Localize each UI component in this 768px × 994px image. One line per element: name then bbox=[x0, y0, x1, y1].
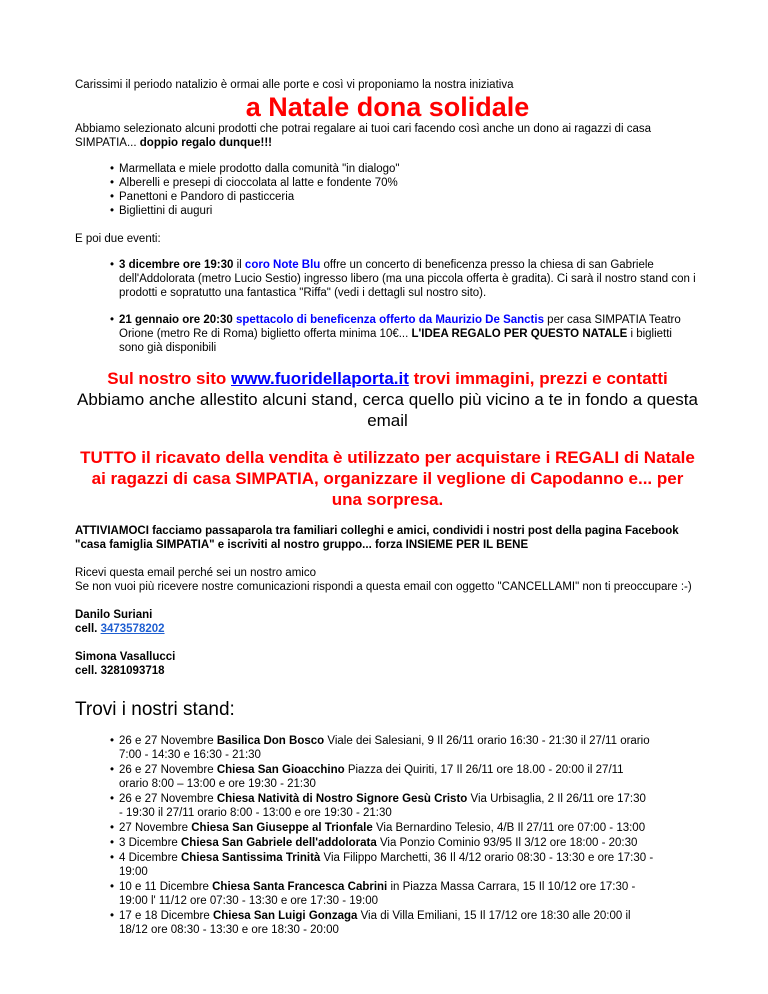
list-item: • Bigliettini di auguri bbox=[119, 204, 700, 218]
stand-place: Chiesa San Luigi Gonzaga bbox=[212, 910, 358, 922]
stand-item: • 4 Dicembre Chiesa Santissima Trinità Via Filippo Marchetti, 36 Il 4/12 orario 08:30 - 13:30 e ore 17:30 - 19:00 bbox=[119, 851, 700, 879]
notice-line1: Ricevi questa email perché sei un nostro amico bbox=[75, 567, 316, 579]
contact-name: Simona Vasallucci bbox=[75, 651, 176, 663]
site-line2: Abbiamo anche allestito alcuni stand, cerca quello più vicino a te in fondo a questa email bbox=[77, 390, 698, 430]
stand-item: • 10 e 11 Dicembre Chiesa Santa Francesca Cabrini in Piazza Massa Carrara, 15 Il 10/12 ore 17:30 - 19:00 l' 11/12 ore 07:30 - 13:30 e ore 17:30 - 19:00 bbox=[119, 880, 700, 908]
stands-title: Trovi i nostri stand: bbox=[75, 699, 235, 720]
attiviamoci-text: ATTIVIAMOCI facciamo passaparola tra familiari colleghi e amici, condividi i nostri post della pagina Facebook "casa famiglia SIMPATIA" e iscriviti al nostro gruppo... forza INSIEME PER IL BENE bbox=[75, 525, 679, 551]
list-item: • Panettoni e Pandoro di pasticceria bbox=[119, 190, 700, 204]
list-item: • Alberelli e presepi di cioccolata al latte e fondente 70% bbox=[119, 176, 700, 190]
stand-item: • 27 Novembre Chiesa San Giuseppe al Trionfale Via Bernardino Telesio, 4/B Il 27/11 ore 07:00 - 13:00 bbox=[119, 821, 700, 835]
stand-item: • 26 e 27 Novembre Chiesa Natività di Nostro Signore Gesù Cristo Via Urbisaglia, 2 Il 26/11 ore 17:30 - 19:30 il 27/11 orario 8:00 - 13:00 e ore 19:30 - 21:30 bbox=[119, 792, 700, 820]
contact-name: Danilo Suriani bbox=[75, 609, 153, 621]
stand-place: Chiesa San Giuseppe al Trionfale bbox=[191, 822, 373, 834]
event-date: 3 dicembre ore 19:30 bbox=[119, 259, 234, 271]
stand-item: • 26 e 27 Novembre Basilica Don Bosco Viale dei Salesiani, 9 Il 26/11 orario 16:30 - 21:30 il 27/11 orario 7:00 - 14:30 e 16:30 - 21:30 bbox=[119, 734, 700, 762]
notice-line2: Se non vuoi più ricevere nostre comunicazioni rispondi a questa email con oggetto "CANCELLAMI" non ti preoccupare :-) bbox=[75, 581, 692, 593]
stand-item: • 26 e 27 Novembre Chiesa San Gioacchino Piazza dei Quiriti, 17 Il 26/11 ore 18.00 - 20:00 il 27/11 orario 8:00 – 13:00 e ore 19:30 - 21:30 bbox=[119, 763, 700, 791]
stand-place: Chiesa Natività di Nostro Signore Gesù Cristo bbox=[216, 793, 468, 805]
site-block: Sul nostro sito www.fuoridellaporta.it trovi immagini, prezzi e contatti Abbiamo anche allestito alcuni stand, cerca quello più vicino a te in fondo a questa email bbox=[77, 369, 698, 430]
selection-paragraph bbox=[75, 122, 700, 150]
stand-item: • 17 e 18 Dicembre Chiesa San Luigi Gonzaga Via di Villa Emiliani, 15 Il 17/12 ore 18:30 alle 20:00 il 18/12 ore 08:30 - 13:30 e ore 18:30 - 20:00 bbox=[119, 909, 700, 937]
contact-cell: cell. 3473578202 bbox=[75, 623, 165, 635]
stands-list bbox=[75, 734, 700, 937]
selection-bold: doppio regalo dunque!!! bbox=[139, 137, 272, 149]
events-intro: E poi due eventi: bbox=[75, 233, 161, 245]
page-title: a Natale dona solidale bbox=[245, 92, 530, 122]
site-link[interactable]: www.fuoridellaporta.it bbox=[231, 369, 409, 388]
stand-item: • 3 Dicembre Chiesa San Gabriele dell'addolorata Via Ponzio Cominio 93/95 Il 3/12 ore 18:00 - 20:30 bbox=[119, 836, 700, 850]
intro-text: Carissimi il periodo natalizio è ormai alle porte e così vi proponiamo la nostra iniziativa bbox=[75, 79, 514, 91]
event-text: per casa SIMPATIA Teatro Orione (metro Re di Roma) biglietto offerta minima 10€... bbox=[119, 314, 681, 340]
event-highlight: coro Note Blu bbox=[244, 259, 321, 271]
phone-link[interactable]: 3473578202 bbox=[100, 623, 165, 635]
event-item: • 21 gennaio ore 20:30 spettacolo di beneficenza offerto da Maurizio De Sanctis per casa SIMPATIA Teatro Orione (metro Re di Roma) biglietto offerta minima 10€... L'IDEA REGALO PER QUESTO NATALE i biglietti sono già disponibili bbox=[119, 313, 700, 355]
event-bold: L'IDEA REGALO PER QUESTO NATALE bbox=[411, 328, 628, 340]
selection-text: Abbiamo selezionato alcuni prodotti che potrai regalare ai tuoi cari facendo così anche un dono ai ragazzi di casa SIMPATIA... bbox=[75, 123, 651, 149]
stand-place: Chiesa Santa Francesca Cabrini bbox=[212, 881, 388, 893]
ricavato-text: TUTTO il ricavato della vendita è utilizzato per acquistare i REGALI di Natale ai ragazzi di casa SIMPATIA, organizzare il veglione di Capodanno e... per una sorpresa. bbox=[80, 448, 695, 509]
stand-place: Chiesa San Gioacchino bbox=[216, 764, 345, 776]
email-body bbox=[75, 78, 700, 938]
list-item: • Marmellata e miele prodotto dalla comunità "in dialogo" bbox=[119, 162, 700, 176]
stand-place: Chiesa Santissima Trinità bbox=[181, 852, 321, 864]
event-item: • 3 dicembre ore 19:30 il coro Note Blu offre un concerto di beneficenza presso la chiesa di san Gabriele dell'Addolorata (metro Lucio Sestio) ingresso libero (ma una piccola offerta è gradita). Ci sarà il nostro stand con i prodotti e sopratutto una fantastica "Riffa" (vedi i dettagli sul nostro sito). bbox=[119, 258, 700, 300]
stand-place: Basilica Don Bosco bbox=[216, 735, 325, 747]
products-list bbox=[75, 162, 700, 218]
stand-place: Chiesa San Gabriele dell'addolorata bbox=[181, 837, 377, 849]
event-date: 21 gennaio ore 20:30 bbox=[119, 314, 233, 326]
contact-cell: cell. 3281093718 bbox=[75, 665, 165, 677]
event-text: offre un concerto di beneficenza presso la chiesa di san Gabriele dell'Addolorata (metro Lucio Sestio) ingresso libero (ma una piccola offerta è gradita). Ci sarà il nostro stand con i prodotti e sopratutto una fantastica "Riffa" (vedi i dettagli sul nostro sito). bbox=[119, 259, 696, 299]
event-highlight: spettacolo di beneficenza offerto da Maurizio De Sanctis bbox=[232, 314, 544, 326]
events-list bbox=[75, 258, 700, 355]
